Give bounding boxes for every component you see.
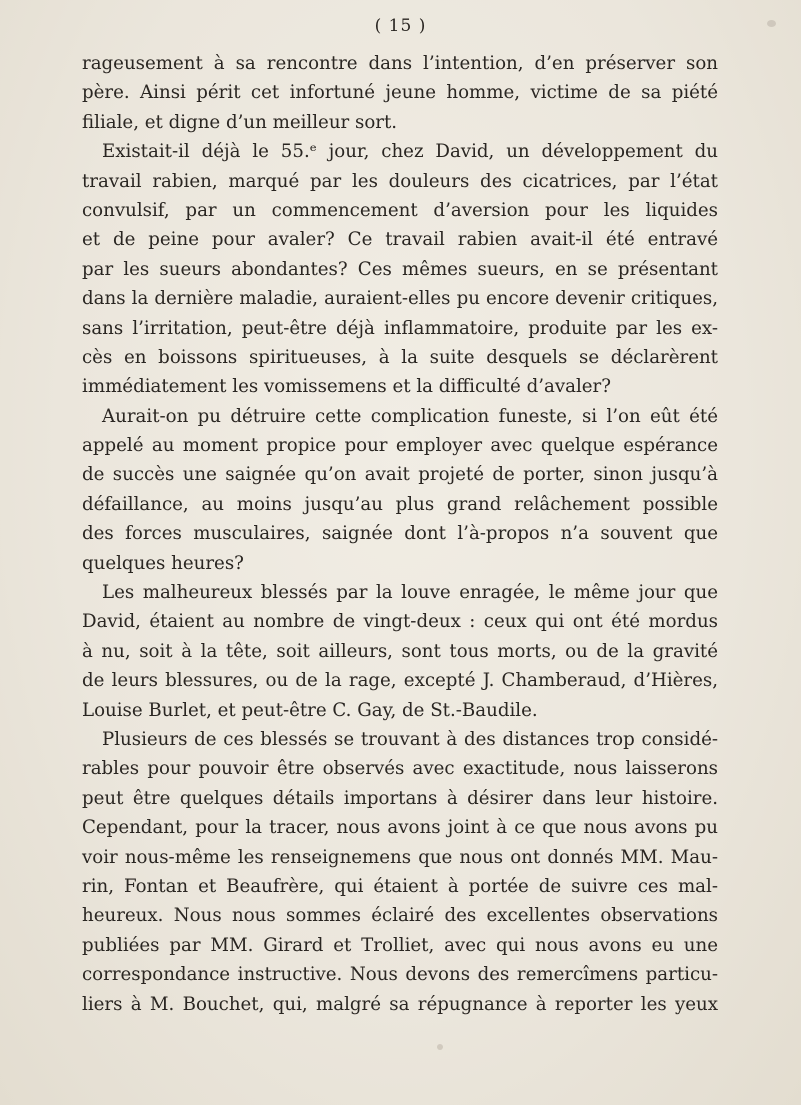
text-line: sans l’irritation, peut-être déjà inflammatoire, produite par les ex- [82,317,718,339]
text-line: Aurait-on pu détruire cette complication funeste, si l’on eût été [102,405,718,427]
paper-speck [767,20,776,27]
paper-speck [437,1044,443,1050]
text-line: rables pour pouvoir être observés avec exactitude, nous laisserons [82,758,718,780]
text-line: de succès une saignée qu’on avait projeté de porter, sinon jusqu’à [82,464,718,486]
text-line: à nu, soit à la tête, soit ailleurs, sont tous morts, ou de la gravité [82,640,718,662]
text-line: convulsif, par un commencement d’aversion pour les liquides [82,199,718,221]
text-line: et de peine pour avaler? Ce travail rabien avait-il été entravé [82,229,718,251]
text-line: peut être quelques détails importans à désirer dans leur histoire. [82,787,718,809]
text-line: père. Ainsi périt cet infortuné jeune homme, victime de sa piété [82,82,718,104]
text-line: publiées par MM. Girard et Trolliet, avec qui nous avons eu une [82,934,718,956]
text-line: filiale, et digne d’un meilleur sort. [82,111,398,133]
text-line: Plusieurs de ces blessés se trouvant à des distances trop considé- [102,728,718,750]
text-line: des forces musculaires, saignée dont l’à-propos n’a souvent que [82,523,718,545]
text-line: travail rabien, marqué par les douleurs des cicatrices, par l’état [82,170,718,192]
text-line: de leurs blessures, ou de la rage, excepté J. Chamberaud, d’Hières, [82,670,718,692]
text-line: voir nous-même les renseignemens que nous ont donnés MM. Mau- [82,846,718,868]
text-line: immédiatement les vomissemens et la difficulté d’avaler? [82,376,611,398]
body-text [82,49,718,1019]
text-line: Louise Burlet, et peut-être C. Gay, de St.-Baudile. [82,699,538,721]
text-line: Existait-il déjà le 55.ᵉ jour, chez David, un développement du [102,141,718,163]
text-line: rin, Fontan et Beaufrère, qui étaient à portée de suivre ces mal- [82,875,718,897]
page-number: ( 15 ) [374,16,427,36]
text-line: heureux. Nous nous sommes éclairé des excellentes observations [82,905,718,927]
text-line: défaillance, au moins jusqu’au plus grand relâchement possible [82,493,718,515]
text-line: dans la dernière maladie, auraient-elles pu encore devenir critiques, [82,288,718,310]
text-line: cès en boissons spiritueuses, à la suite desquels se déclarèrent [82,346,718,368]
text-line: Les malheureux blessés par la louve enragée, le même jour que [102,582,718,604]
text-line: correspondance instructive. Nous devons des remercîmens particu- [82,964,718,986]
text-line: quelques heures? [82,552,244,574]
text-line: appelé au moment propice pour employer avec quelque espérance [82,435,718,457]
text-line: rageusement à sa rencontre dans l’intention, d’en préserver son [82,53,718,74]
text-line: Cependant, pour la tracer, nous avons joint à ce que nous avons pu [82,817,718,839]
text-line: David, étaient au nombre de vingt-deux : ceux qui ont été mordus [82,611,718,633]
text-line: liers à M. Bouchet, qui, malgré sa répugnance à reporter les yeux [82,993,718,1015]
text-line: par les sueurs abondantes? Ces mêmes sueurs, en se présentant [82,258,718,280]
